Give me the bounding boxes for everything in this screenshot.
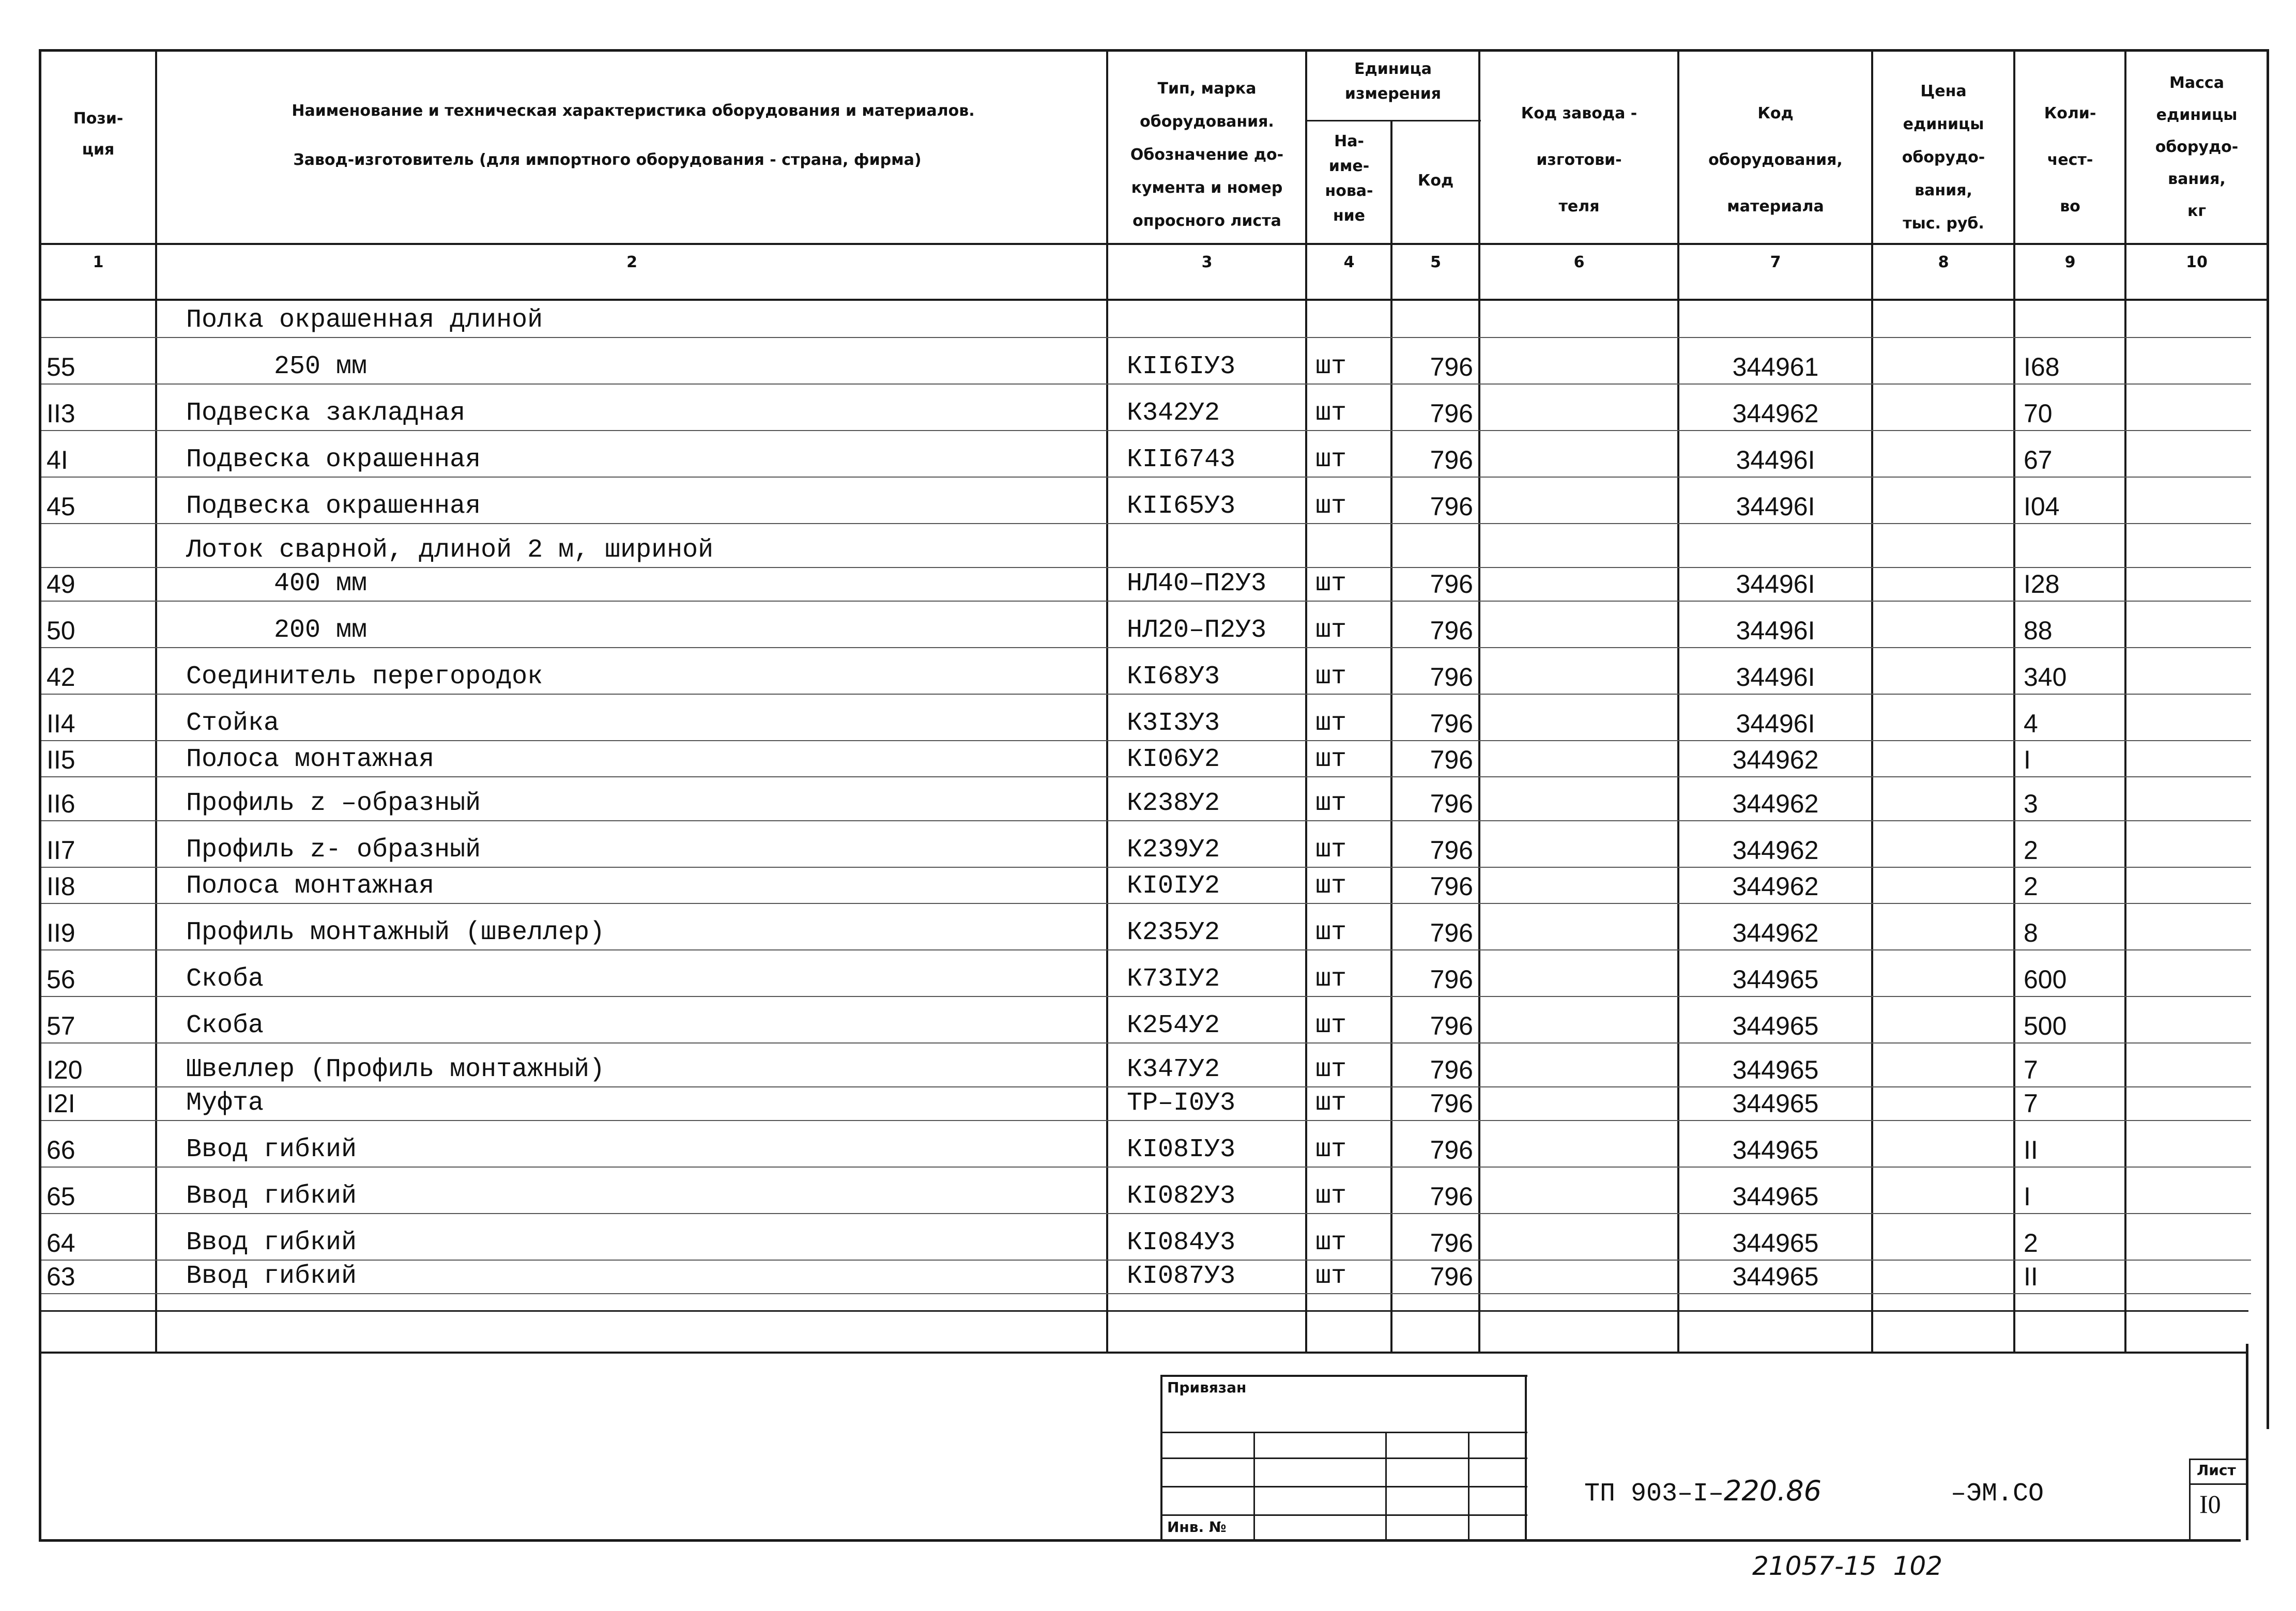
type-cell: КII65У3 bbox=[1127, 492, 1236, 521]
row-divider bbox=[41, 1213, 2251, 1214]
type-cell: НЛ20–П2У3 bbox=[1127, 616, 1267, 645]
quantity-cell: 7 bbox=[2024, 1089, 2038, 1118]
type-cell: КI06У2 bbox=[1127, 745, 1220, 774]
col-line-9 bbox=[2124, 49, 2126, 1352]
name-cell: 400 мм bbox=[274, 569, 368, 599]
column-number-9: 9 bbox=[2064, 253, 2076, 271]
sheet-box-mid bbox=[2189, 1483, 2248, 1485]
type-cell: К238У2 bbox=[1127, 789, 1220, 818]
row-divider bbox=[41, 430, 2251, 431]
item-code-cell: 344965 bbox=[1732, 1055, 1819, 1084]
row-divider bbox=[41, 601, 2251, 602]
row-divider bbox=[41, 337, 2251, 338]
row-divider bbox=[41, 383, 2251, 385]
position-cell: I20 bbox=[47, 1055, 83, 1084]
quantity-cell: 8 bbox=[2024, 918, 2038, 947]
column-number-3: 3 bbox=[1201, 253, 1213, 271]
quantity-cell: 2 bbox=[2024, 1229, 2038, 1257]
unit-cell: шт bbox=[1315, 789, 1347, 818]
item-code-cell: 344962 bbox=[1732, 399, 1819, 428]
name-cell: Муфта bbox=[186, 1088, 264, 1118]
sheet-number: I0 bbox=[2199, 1490, 2221, 1518]
stamp-v3 bbox=[1468, 1432, 1470, 1540]
type-cell: НЛ40–П2У3 bbox=[1127, 569, 1267, 599]
item-code-cell: 344965 bbox=[1732, 1262, 1819, 1291]
column-number-4: 4 bbox=[1343, 253, 1355, 271]
unit-code-cell: 796 bbox=[1430, 965, 1473, 994]
position-cell: 45 bbox=[47, 492, 75, 521]
stamp-h4 bbox=[1160, 1514, 1527, 1516]
position-cell: 57 bbox=[47, 1011, 75, 1040]
unit-cell: шт bbox=[1315, 352, 1347, 381]
name-cell: Профиль z- образный bbox=[186, 835, 481, 865]
unit-cell: шт bbox=[1315, 918, 1347, 947]
item-code-cell: 344965 bbox=[1732, 1089, 1819, 1118]
position-cell: II9 bbox=[47, 918, 75, 947]
row-divider bbox=[41, 1260, 2251, 1261]
row-divider bbox=[41, 949, 2251, 950]
unit-cell: шт bbox=[1315, 1135, 1347, 1164]
frame-right bbox=[2267, 49, 2269, 1429]
sheet-label: Лист bbox=[2197, 1462, 2236, 1479]
row-divider bbox=[41, 996, 2251, 997]
row-divider bbox=[41, 820, 2251, 821]
unit-code-cell: 796 bbox=[1430, 789, 1473, 818]
handwritten-archive-number: 21057-15 102 bbox=[1752, 1551, 1942, 1581]
name-cell: Подвеска окрашенная bbox=[186, 492, 481, 521]
name-cell: Подвеска закладная bbox=[186, 398, 466, 428]
frame-bottom bbox=[39, 1539, 2241, 1542]
header-position: Пози- ция bbox=[73, 110, 124, 159]
colnum-bottom-line bbox=[39, 299, 2269, 301]
column-number-2: 2 bbox=[626, 253, 637, 271]
col-line-3 bbox=[1305, 49, 1307, 1352]
unit-cell: шт bbox=[1315, 835, 1347, 865]
type-cell: КI082У3 bbox=[1127, 1182, 1236, 1211]
column-number-8: 8 bbox=[1938, 253, 1949, 271]
row-divider bbox=[41, 1086, 2251, 1087]
quantity-cell: 2 bbox=[2024, 872, 2038, 901]
name-cell: Стойка bbox=[186, 709, 280, 738]
unit-cell: шт bbox=[1315, 1182, 1347, 1211]
row-divider bbox=[41, 477, 2251, 478]
type-cell: КI0IУ2 bbox=[1127, 871, 1220, 901]
item-code-cell: 34496I bbox=[1736, 709, 1815, 738]
type-cell: КII6IУ3 bbox=[1127, 352, 1236, 381]
position-cell: II7 bbox=[47, 836, 75, 865]
row-divider bbox=[41, 647, 2251, 648]
quantity-cell: 88 bbox=[2024, 616, 2053, 645]
position-cell: 42 bbox=[47, 663, 75, 692]
unit-code-cell: 796 bbox=[1430, 1089, 1473, 1118]
stamp-linked-label: Привязан bbox=[1167, 1379, 1247, 1396]
header-price: Цена единицы оборудо- вания, тыс. руб. bbox=[1902, 82, 1985, 233]
name-cell: Швеллер (Профиль монтажный) bbox=[186, 1055, 605, 1084]
quantity-cell: 70 bbox=[2024, 399, 2053, 428]
column-number-10: 10 bbox=[2186, 253, 2208, 271]
unit-code-cell: 796 bbox=[1430, 745, 1473, 774]
quantity-cell: 67 bbox=[2024, 446, 2053, 474]
col-line-8 bbox=[2013, 49, 2015, 1352]
position-cell: II3 bbox=[47, 399, 75, 428]
quantity-cell: II bbox=[2024, 1136, 2038, 1164]
position-cell: 66 bbox=[47, 1136, 75, 1164]
name-cell: Ввод гибкий bbox=[186, 1262, 357, 1291]
unit-cell: шт bbox=[1315, 445, 1347, 474]
sheet-box-left bbox=[2189, 1459, 2191, 1541]
header-unit-code: Код bbox=[1417, 172, 1454, 190]
item-code-cell: 344965 bbox=[1732, 1136, 1819, 1164]
unit-code-cell: 796 bbox=[1430, 663, 1473, 692]
sheet-box-top bbox=[2189, 1459, 2248, 1460]
stamp-h3 bbox=[1160, 1486, 1527, 1487]
unit-code-cell: 796 bbox=[1430, 1182, 1473, 1211]
unit-cell: шт bbox=[1315, 745, 1347, 774]
col-line-1 bbox=[155, 49, 157, 1352]
unit-cell: шт bbox=[1315, 1262, 1347, 1291]
table-bottom-right bbox=[2246, 1344, 2248, 1540]
unit-cell: шт bbox=[1315, 616, 1347, 645]
quantity-cell: I04 bbox=[2024, 492, 2060, 521]
unit-code-cell: 796 bbox=[1430, 399, 1473, 428]
item-code-cell: 344965 bbox=[1732, 1229, 1819, 1257]
stamp-h1 bbox=[1160, 1432, 1527, 1433]
item-code-cell: 344962 bbox=[1732, 836, 1819, 865]
row-divider bbox=[41, 1167, 2251, 1168]
stamp-v2 bbox=[1385, 1432, 1387, 1540]
frame-left bbox=[39, 49, 41, 1540]
name-cell: Профиль z –образный bbox=[186, 789, 481, 818]
name-cell: Скоба bbox=[186, 1011, 264, 1040]
position-cell: I2I bbox=[47, 1089, 75, 1118]
quantity-cell: I bbox=[2024, 1182, 2031, 1211]
table-lastrow-line bbox=[39, 1310, 2248, 1312]
position-cell: 56 bbox=[47, 965, 75, 994]
frame-top bbox=[39, 49, 2269, 52]
stamp-h2 bbox=[1160, 1457, 1527, 1459]
position-cell: II4 bbox=[47, 709, 75, 738]
document-code-prefix: ТП 903–I– bbox=[1584, 1479, 1724, 1509]
name-cell: Полка окрашенная длиной bbox=[186, 305, 543, 335]
header-bottom-line bbox=[39, 243, 2269, 245]
header-type: Тип, марка оборудования. Обозначение до- кумента и номер опросного листа bbox=[1130, 80, 1284, 230]
column-number-5: 5 bbox=[1430, 253, 1441, 271]
item-code-cell: 344962 bbox=[1732, 745, 1819, 774]
name-cell: Полоса монтажная bbox=[186, 871, 435, 901]
header-unit-group: Единица измерения bbox=[1344, 60, 1442, 103]
item-code-cell: 34496I bbox=[1736, 446, 1815, 474]
position-cell: II8 bbox=[47, 872, 75, 901]
quantity-cell: 4 bbox=[2024, 709, 2038, 738]
header-mass: Масса единицы оборудо- вания, кг bbox=[2155, 74, 2239, 220]
unit-cell: шт bbox=[1315, 1088, 1347, 1118]
type-cell: ТР–I0У3 bbox=[1127, 1088, 1236, 1118]
unit-group-line bbox=[1305, 120, 1481, 121]
row-divider bbox=[41, 867, 2251, 868]
item-code-cell: 344961 bbox=[1732, 352, 1819, 381]
quantity-cell: I68 bbox=[2024, 352, 2060, 381]
quantity-cell: I28 bbox=[2024, 570, 2060, 599]
unit-cell: шт bbox=[1315, 1055, 1347, 1084]
unit-cell: шт bbox=[1315, 569, 1347, 599]
item-code-cell: 344965 bbox=[1732, 965, 1819, 994]
name-cell: Полоса монтажная bbox=[186, 745, 435, 774]
name-cell: Лоток сварной, длиной 2 м, шириной bbox=[186, 535, 714, 565]
col-line-2 bbox=[1106, 49, 1108, 1352]
item-code-cell: 34496I bbox=[1736, 663, 1815, 692]
unit-code-cell: 796 bbox=[1430, 570, 1473, 599]
name-cell: Ввод гибкий bbox=[186, 1182, 357, 1211]
item-code-cell: 34496I bbox=[1736, 616, 1815, 645]
quantity-cell: 600 bbox=[2024, 965, 2067, 994]
column-number-1: 1 bbox=[93, 253, 104, 271]
column-number-6: 6 bbox=[1573, 253, 1585, 271]
unit-code-cell: 796 bbox=[1430, 1229, 1473, 1257]
item-code-cell: 34496I bbox=[1736, 570, 1815, 599]
name-cell: Ввод гибкий bbox=[186, 1135, 357, 1164]
header-item-code: Код оборудования, материала bbox=[1708, 104, 1843, 216]
header-unit-name: На- име- нова- ние bbox=[1325, 132, 1373, 225]
type-cell: КI08IУ3 bbox=[1127, 1135, 1236, 1164]
type-cell: КII6743 bbox=[1127, 445, 1236, 474]
row-divider bbox=[41, 903, 2251, 904]
item-code-cell: 344962 bbox=[1732, 789, 1819, 818]
stamp-top bbox=[1160, 1375, 1527, 1377]
type-cell: К347У2 bbox=[1127, 1055, 1220, 1084]
unit-cell: шт bbox=[1315, 709, 1347, 738]
stamp-v1 bbox=[1253, 1432, 1255, 1540]
unit-code-cell: 796 bbox=[1430, 352, 1473, 381]
name-cell: Подвеска окрашенная bbox=[186, 445, 481, 474]
type-cell: К235У2 bbox=[1127, 918, 1220, 947]
header-name-line1: Наименование и техническая характеристика оборудования и материалов. bbox=[292, 102, 975, 120]
type-cell: К73IУ2 bbox=[1127, 964, 1220, 994]
col-line-6 bbox=[1677, 49, 1679, 1352]
type-cell: КI68У3 bbox=[1127, 662, 1220, 692]
unit-cell: шт bbox=[1315, 492, 1347, 521]
col-line-7 bbox=[1871, 49, 1873, 1352]
position-cell: 49 bbox=[47, 570, 75, 599]
name-cell: 250 мм bbox=[274, 352, 368, 381]
unit-code-cell: 796 bbox=[1430, 1262, 1473, 1291]
row-divider bbox=[41, 1293, 2251, 1294]
quantity-cell: II bbox=[2024, 1262, 2038, 1291]
name-cell: Ввод гибкий bbox=[186, 1228, 357, 1257]
type-cell: К3I3У3 bbox=[1127, 709, 1220, 738]
table-body-bottom bbox=[39, 1352, 2248, 1354]
row-divider bbox=[41, 740, 2251, 741]
name-cell: Профиль монтажный (швеллер) bbox=[186, 918, 605, 947]
unit-cell: шт bbox=[1315, 1011, 1347, 1040]
unit-code-cell: 796 bbox=[1430, 872, 1473, 901]
name-cell: Скоба bbox=[186, 964, 264, 994]
row-divider bbox=[41, 1120, 2251, 1121]
unit-code-cell: 796 bbox=[1430, 1055, 1473, 1084]
item-code-cell: 344962 bbox=[1732, 872, 1819, 901]
header-quantity: Коли- чест- во bbox=[2044, 104, 2096, 216]
position-cell: 55 bbox=[47, 352, 75, 381]
position-cell: 50 bbox=[47, 616, 75, 645]
quantity-cell: 3 bbox=[2024, 789, 2038, 818]
unit-cell: шт bbox=[1315, 871, 1347, 901]
position-cell: II6 bbox=[47, 789, 75, 818]
type-cell: К254У2 bbox=[1127, 1011, 1220, 1040]
item-code-cell: 344965 bbox=[1732, 1011, 1819, 1040]
unit-code-cell: 796 bbox=[1430, 836, 1473, 865]
unit-cell: шт bbox=[1315, 398, 1347, 428]
document-code-suffix: –ЭМ.СО bbox=[1951, 1479, 2044, 1509]
type-cell: К239У2 bbox=[1127, 835, 1220, 865]
document-code-hand: 220.86 bbox=[1724, 1475, 1822, 1507]
unit-cell: шт bbox=[1315, 662, 1347, 692]
document-code bbox=[1584, 1476, 2044, 1510]
type-cell: КI084У3 bbox=[1127, 1228, 1236, 1257]
row-divider bbox=[41, 567, 2251, 568]
position-cell: 64 bbox=[47, 1229, 75, 1257]
row-divider bbox=[41, 776, 2251, 777]
name-cell: 200 мм bbox=[274, 616, 368, 645]
unit-code-cell: 796 bbox=[1430, 709, 1473, 738]
stamp-inv-label: Инв. № bbox=[1167, 1518, 1227, 1536]
quantity-cell: 7 bbox=[2024, 1055, 2038, 1084]
row-divider bbox=[41, 694, 2251, 695]
position-cell: 4I bbox=[47, 446, 68, 474]
position-cell: 63 bbox=[47, 1262, 75, 1291]
unit-code-cell: 796 bbox=[1430, 918, 1473, 947]
unit-cell: шт bbox=[1315, 964, 1347, 994]
name-cell: Соединитель перегородок bbox=[186, 662, 543, 692]
unit-code-cell: 796 bbox=[1430, 1011, 1473, 1040]
quantity-cell: 2 bbox=[2024, 836, 2038, 865]
column-number-7: 7 bbox=[1770, 253, 1781, 271]
unit-code-cell: 796 bbox=[1430, 616, 1473, 645]
quantity-cell: 340 bbox=[2024, 663, 2067, 692]
unit-code-cell: 796 bbox=[1430, 446, 1473, 474]
row-divider bbox=[41, 1042, 2251, 1044]
item-code-cell: 34496I bbox=[1736, 492, 1815, 521]
item-code-cell: 344962 bbox=[1732, 918, 1819, 947]
type-cell: КI087У3 bbox=[1127, 1262, 1236, 1291]
unit-code-cell: 796 bbox=[1430, 492, 1473, 521]
col-line-5 bbox=[1478, 49, 1480, 1352]
type-cell: К342У2 bbox=[1127, 398, 1220, 428]
quantity-cell: I bbox=[2024, 745, 2031, 774]
item-code-cell: 344965 bbox=[1732, 1182, 1819, 1211]
unit-code-cell: 796 bbox=[1430, 1136, 1473, 1164]
header-factory-code: Код завода - изготови- теля bbox=[1521, 104, 1637, 216]
position-cell: II5 bbox=[47, 745, 75, 774]
quantity-cell: 500 bbox=[2024, 1011, 2067, 1040]
header-name-line2: Завод-изготовитель (для импортного оборудования - страна, фирма) bbox=[293, 151, 922, 169]
unit-cell: шт bbox=[1315, 1228, 1347, 1257]
position-cell: 65 bbox=[47, 1182, 75, 1211]
row-divider bbox=[41, 523, 2251, 524]
